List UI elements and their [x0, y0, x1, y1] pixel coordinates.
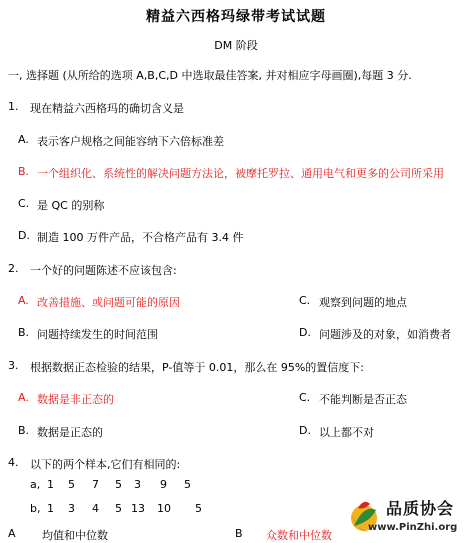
question-2-text: 一个好的问题陈述不应该包含: [30, 264, 177, 277]
q1-option-c-letter: C. [18, 197, 30, 210]
sample-a-value: 9 [160, 478, 167, 491]
sample-b-value: 13 [131, 502, 145, 515]
question-3-text: 根据数据正态检验的结果，P-值等于 0.01，那么在 95%的置信度下: [30, 361, 364, 374]
sample-a-value: 5 [115, 478, 122, 491]
question-4-number: 4. [8, 456, 19, 469]
q3-option-d-letter: D. [299, 424, 311, 437]
pinzhi-logo [348, 494, 470, 543]
question-3-number: 3. [8, 359, 19, 372]
document-subtitle: DM 阶段 [214, 39, 258, 52]
document-title: 精益六西格玛绿带考试试题 [146, 9, 326, 25]
sample-b-value: 1 [47, 502, 54, 515]
q3-option-c-text: 不能判断是否正态 [319, 393, 407, 406]
q1-option-d-text: 制造 100 万件产品，不合格产品有 3.4 件 [37, 231, 244, 244]
question-1-number: 1. [8, 100, 19, 113]
sample-a-value: 1 [47, 478, 54, 491]
sample-b-value: 5 [115, 502, 122, 515]
q3-option-d-text: 以上都不对 [319, 426, 374, 439]
question-2-number: 2. [8, 262, 19, 275]
q2-option-d-text: 问题涉及的对象，如消费者 [319, 328, 451, 341]
q1-option-c-text: 是 QC 的别称 [37, 199, 105, 212]
q4-option-a-text: 均值和中位数 [42, 529, 108, 542]
q2-option-b-letter: B. [18, 326, 30, 339]
sample-a-value: 3 [134, 478, 141, 491]
sample-b-value: 10 [157, 502, 171, 515]
question-4-text: 以下的两个样本,它们有相同的: [30, 458, 181, 471]
q2-option-a-text: 改善措施、或问题可能的原因 [37, 296, 180, 309]
q3-option-a-letter: A. [18, 391, 29, 404]
q1-option-a-letter: A. [18, 133, 29, 146]
q2-option-d-letter: D. [299, 326, 311, 339]
q3-option-c-letter: C. [299, 391, 311, 404]
q2-option-c-text: 观察到问题的地点 [319, 296, 407, 309]
q2-option-b-text: 问题持续发生的时间范围 [37, 328, 158, 341]
logo-name: 品质协会 [386, 499, 455, 518]
q2-option-c-letter: C. [299, 294, 311, 307]
sample-b-value: 3 [68, 502, 75, 515]
question-1-text: 现在精益六西格玛的确切含义是 [30, 102, 184, 115]
q3-option-a-text: 数据是非正态的 [37, 393, 114, 406]
logo-url: www.PinZhi.org [368, 522, 458, 533]
sample-a-value: 5 [184, 478, 191, 491]
q2-option-a-letter: A. [18, 294, 29, 307]
sample-a-value: 5 [68, 478, 75, 491]
q1-option-d-letter: D. [18, 229, 30, 242]
q3-option-b-text: 数据是正态的 [37, 426, 103, 439]
sample-a-value: 7 [92, 478, 99, 491]
q3-option-b-letter: B. [18, 424, 30, 437]
q4-option-a-letter: A [8, 527, 16, 540]
sample-b-value: 4 [92, 502, 99, 515]
sample-b-label: b, [30, 502, 41, 515]
q1-option-a-text: 表示客户规格之间能容纳下六倍标准差 [37, 135, 224, 148]
sample-b-value: 5 [195, 502, 202, 515]
section-instructions: 一, 选择题 (从所给的选项 A,B,C,D 中选取最佳答案, 并对相应字母画圈),每题 3 分. [8, 69, 412, 82]
q4-option-b-text: 众数和中位数 [266, 529, 332, 542]
sample-a-label: a, [30, 478, 41, 491]
q1-option-b-letter: B. [18, 165, 30, 178]
q4-option-b-letter: B [235, 527, 243, 540]
q1-option-b-text: 一个组织化、系统性的解决问题方法论，被摩托罗拉、通用电气和更多的公司所采用 [37, 167, 444, 180]
